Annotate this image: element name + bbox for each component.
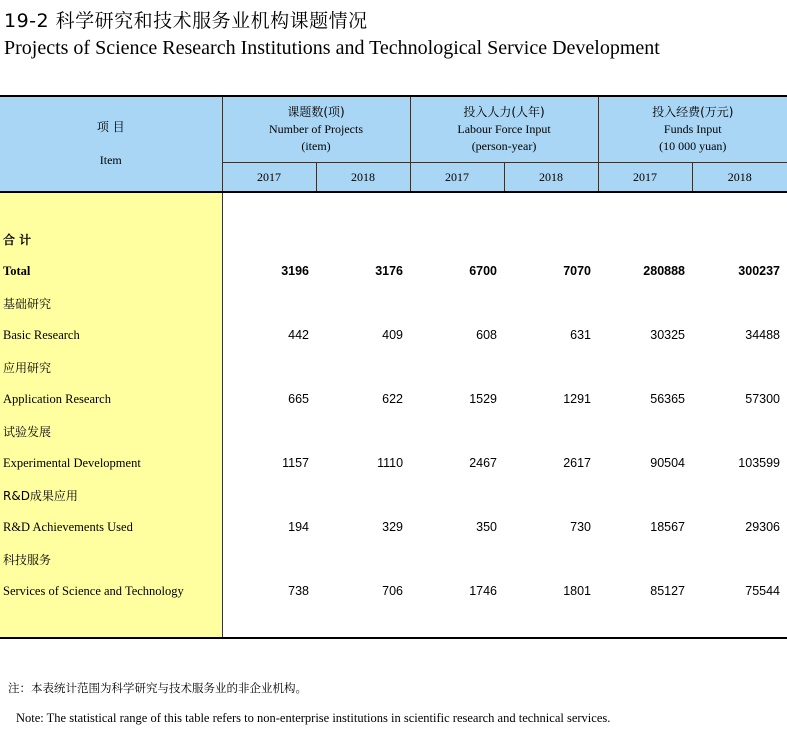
table-cell: 90504 [650, 456, 686, 470]
funds-header-unit: (10 000 yuan) [659, 139, 727, 153]
table-cell: 75544 [745, 584, 781, 598]
table-row [0, 511, 787, 543]
table-row-cn [0, 223, 787, 255]
table-cell: 18567 [650, 520, 686, 534]
table-cell: 738 [288, 584, 309, 598]
table-cell: 730 [570, 520, 592, 534]
year-header: 2017 [222, 163, 316, 193]
page-title-cn: 19-2 科学研究和技术服务业机构课题情况 [4, 10, 368, 32]
projects-header-en: Number of Projects [269, 122, 363, 136]
projects-header [222, 96, 410, 163]
table-cell: 194 [288, 520, 309, 534]
projects-header-unit: (item) [301, 139, 331, 153]
funds-header-cn: 投入经费(万元) [652, 105, 734, 119]
table-cell: 29306 [745, 520, 781, 534]
year-header: 2018 [692, 163, 787, 193]
row-label-cn: 试验发展 [0, 415, 222, 447]
row-label-cn: 合 计 [0, 223, 222, 255]
data-table [0, 95, 787, 639]
table-cell: 665 [288, 392, 309, 406]
funds-header [598, 96, 787, 163]
table-cell: 1529 [469, 392, 498, 406]
table-row [0, 255, 787, 287]
row-label-en: Total [0, 255, 222, 287]
table-cell: 1157 [282, 456, 309, 470]
table-cell: 350 [476, 520, 498, 534]
table-row [0, 383, 787, 415]
table-cell: 1801 [563, 584, 592, 598]
table-row [0, 575, 787, 607]
year-header: 2017 [410, 163, 504, 193]
projects-header-cn: 课题数(项) [287, 105, 345, 119]
row-label-en: Experimental Development [0, 447, 222, 479]
table-cell: 631 [570, 328, 592, 342]
table-cell: 57300 [745, 392, 781, 406]
table-cell: 706 [382, 584, 404, 598]
labour-header [410, 96, 598, 163]
labour-header-cn: 投入人力(人年) [463, 105, 545, 119]
table-row [0, 319, 787, 351]
table-cell: 608 [476, 328, 498, 342]
year-header: 2018 [316, 163, 410, 193]
funds-header-en: Funds Input [663, 122, 722, 136]
table-cell: 329 [382, 520, 404, 534]
row-label-cn: 基础研究 [0, 287, 222, 319]
table-row [0, 447, 787, 479]
table-cell: 85127 [650, 584, 686, 598]
table-row-cn [0, 287, 787, 319]
table-cell: 34488 [745, 328, 781, 342]
row-label-cn: 科技服务 [0, 543, 222, 575]
table-cell: 2617 [563, 456, 592, 470]
row-label-cn: R&D成果应用 [0, 479, 222, 511]
table-body [0, 192, 787, 638]
table-cell: 7070 [563, 264, 592, 278]
table-cell: 300237 [738, 264, 781, 278]
table-row-cn [0, 351, 787, 383]
labour-header-unit: (person-year) [471, 139, 537, 153]
table-cell: 3176 [375, 264, 404, 278]
table-row-cn [0, 543, 787, 575]
table-cell: 1110 [377, 456, 404, 470]
table-cell: 56365 [650, 392, 686, 406]
year-header: 2018 [504, 163, 598, 193]
table-cell: 6700 [469, 264, 498, 278]
note-en: Note: The statistical range of this table refers to non-enterprise institutions in scientific research and technical services. [16, 711, 611, 725]
item-header [0, 96, 222, 192]
note-cn: 注：本表统计范围为科学研究与技术服务业的非企业机构。 [8, 681, 307, 695]
year-header: 2017 [598, 163, 692, 193]
table-cell: 622 [382, 392, 404, 406]
table-cell: 3196 [281, 264, 309, 278]
row-label-en: R&D Achievements Used [0, 511, 222, 543]
table-cell: 442 [288, 328, 309, 342]
table-cell: 409 [382, 328, 404, 342]
table-row-cn [0, 415, 787, 447]
item-header-en: Item [99, 153, 122, 167]
row-label-cn: 应用研究 [0, 351, 222, 383]
item-header-cn: 项 目 [96, 120, 125, 134]
row-label-en: Basic Research [0, 319, 222, 351]
labour-header-en: Labour Force Input [457, 122, 551, 136]
table-row-cn [0, 479, 787, 511]
table-cell: 1291 [563, 392, 592, 406]
table-header [0, 96, 787, 192]
table-cell: 2467 [469, 456, 498, 470]
row-label-en: Application Research [0, 383, 222, 415]
table-cell: 103599 [738, 456, 781, 470]
row-label-en: Services of Science and Technology [0, 575, 222, 607]
page-title-en: Projects of Science Research Institutions and Technological Service Development [4, 37, 660, 59]
table-cell: 30325 [650, 328, 686, 342]
table-cell: 1746 [469, 584, 498, 598]
table-cell: 280888 [643, 264, 686, 278]
